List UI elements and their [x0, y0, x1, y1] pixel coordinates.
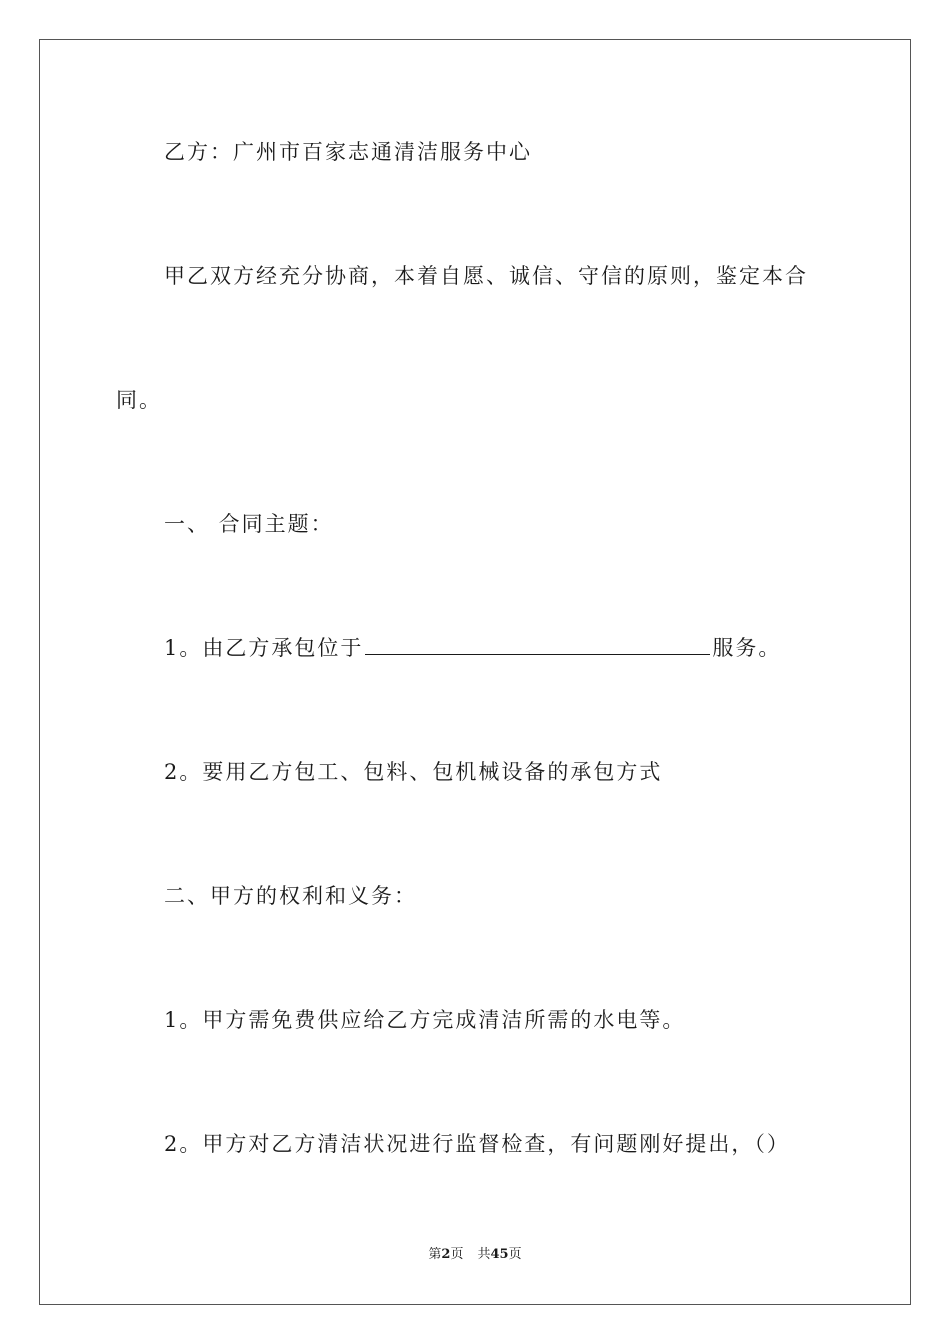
page-footer: [0, 1246, 950, 1264]
item-1-suffix: 服务。: [712, 636, 782, 660]
item-1-prefix: 1。由乙方承包位于: [164, 636, 364, 660]
party-b-line: 乙方：广州市百家志通清洁服务中心: [164, 140, 532, 164]
section-one-heading: 一、 合同主题：: [164, 512, 334, 536]
section-two-item-2: 2。甲方对乙方清洁状况进行监督检查，有问题刚好提出，（）: [164, 1132, 790, 1156]
page-suffix: 页: [450, 1247, 464, 1262]
fill-in-blank: [365, 634, 710, 655]
total-prefix: 共: [477, 1247, 491, 1262]
section-one-item-2: 2。要用乙方包工、包料、包机械设备的承包方式: [164, 760, 663, 784]
section-two-item-1: 1。甲方需免费供应给乙方完成清洁所需的水电等。: [164, 1008, 686, 1032]
preamble-continuation: 同。: [116, 388, 162, 412]
page-border: [39, 39, 911, 1305]
total-pages: 45: [490, 1247, 509, 1262]
page-number: 2: [441, 1247, 451, 1262]
page-prefix: 第: [428, 1247, 442, 1262]
section-two-heading: 二、甲方的权利和义务：: [164, 884, 417, 908]
section-one-item-1: [164, 634, 781, 662]
total-suffix: 页: [508, 1247, 522, 1262]
preamble-line: 甲乙双方经充分协商，本着自愿、诚信、守信的原则，鉴定本合: [164, 264, 808, 288]
